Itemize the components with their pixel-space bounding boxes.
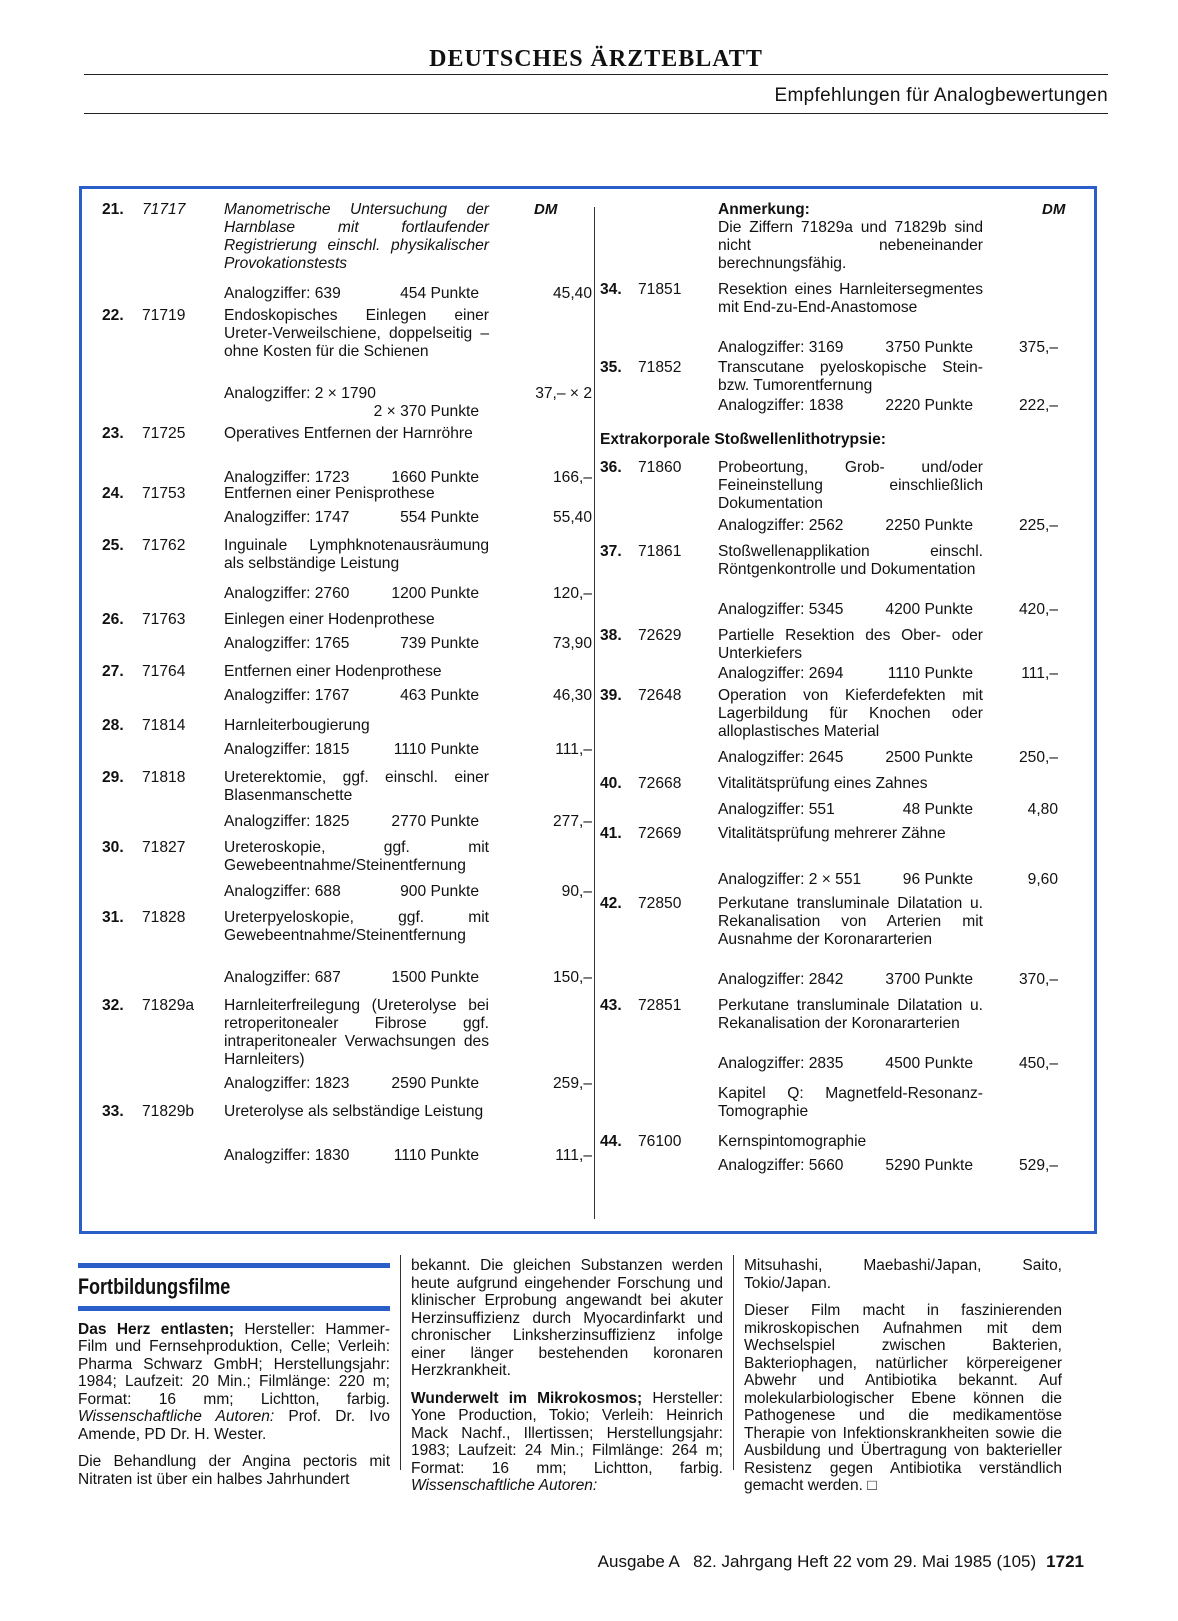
analog-line — [224, 883, 479, 901]
page-footer — [598, 1552, 1084, 1572]
entry-code: 72629 — [638, 627, 682, 644]
points: 2770 Punkte — [391, 813, 479, 830]
points: 48 Punkte — [902, 801, 973, 818]
points: 3750 Punkte — [885, 339, 973, 356]
entry-number: 23. — [102, 425, 124, 442]
points: 463 Punkte — [400, 687, 479, 704]
column-separator-2 — [733, 1255, 734, 1470]
entry-code: 71717 — [142, 201, 186, 218]
analog-number: Analogziffer: 1825 — [224, 813, 350, 830]
analog-line — [718, 1055, 973, 1073]
film1-paragraph — [78, 1321, 390, 1444]
entry-number: 38. — [600, 627, 622, 644]
film2-authors: Mitsuhashi, Maebashi/Japan, Saito, Tokio/Japan. — [744, 1257, 1062, 1292]
entry-description: Endoskopisches Einlegen einer Ureter-Verweilschiene, doppelseitig – ohne Kosten für die Schienen — [224, 307, 489, 360]
dm-column-header: DM — [534, 201, 558, 218]
entry-number: 22. — [102, 307, 124, 324]
dm-amount: 277,– — [552, 813, 592, 830]
entry-code: 71764 — [142, 663, 186, 680]
analog-line — [718, 971, 973, 989]
points: 739 Punkte — [400, 635, 479, 652]
dm-amount: 375,– — [1018, 339, 1058, 356]
points: 1110 Punkte — [393, 741, 479, 758]
analog-number: Analogziffer: 1767 — [224, 687, 350, 704]
films-section — [78, 1257, 1098, 1503]
dm-column-header-right: DM — [1042, 201, 1066, 218]
points: 3700 Punkte — [885, 971, 973, 988]
entry-code: 72851 — [638, 997, 682, 1014]
films-column-1 — [78, 1263, 390, 1498]
blue-rule-bottom — [78, 1306, 390, 1311]
film2-title: Wunderwelt im Mikrokosmos; — [411, 1389, 643, 1407]
entry-number: 37. — [600, 543, 622, 560]
film2-paragraph — [411, 1390, 723, 1495]
masthead — [84, 44, 1108, 114]
note-title: Anmerkung: — [718, 201, 810, 218]
entry-code: 71852 — [638, 359, 682, 376]
entry-code: 71827 — [142, 839, 186, 856]
dm-amount: 55,40 — [552, 509, 592, 526]
points: 2250 Punkte — [885, 517, 973, 534]
analog-number: Analogziffer: 2835 — [718, 1055, 844, 1072]
note-text: Die Ziffern 71829a und 71829b sind nicht nebeneinander berechnungsfähig. — [718, 219, 983, 272]
entry-number: 28. — [102, 717, 124, 734]
entry-description: Perkutane transluminale Dilatation u. Rekanalisation von Arterien mit Ausnahme der Koronararterien — [718, 895, 983, 948]
analog-number: Analogziffer: 2842 — [718, 971, 844, 988]
entry-code: 72668 — [638, 775, 682, 792]
entry-description: Harnleiterfreilegung (Ureterolyse bei retroperitonealer Fibrose ggf. intraperitonealer Verwachsungen des Harnleiters) — [224, 997, 489, 1068]
entry-number: 24. — [102, 485, 124, 502]
points: 454 Punkte — [400, 285, 479, 302]
points: 1500 Punkte — [391, 969, 479, 986]
dm-amount: 529,– — [1018, 1157, 1058, 1174]
analog-line — [718, 749, 973, 767]
points: 2500 Punkte — [885, 749, 973, 766]
analog-line — [718, 801, 973, 819]
film2-meta: Hersteller: Yone Production, Tokio; Verleih: Heinrich Mack Nachf., Illertissen; Herstellungsjahr: 1983; Laufzeit: 24 Min.; Filmlänge: 264 m; Format: 16 mm; Lichtton, farbig. — [411, 1389, 723, 1477]
entry-description: Kernspintomographie — [718, 1133, 867, 1150]
dm-amount: 4,80 — [1027, 801, 1058, 818]
analog-line — [224, 509, 479, 527]
entry-code: 71828 — [142, 909, 186, 926]
page-number: 1721 — [1046, 1552, 1084, 1571]
film1-authors: Prof. Dr. Ivo Amende, PD Dr. H. Wester. — [78, 1408, 390, 1443]
analog-line — [224, 1075, 479, 1093]
entry-description: Einlegen einer Hodenprothese — [224, 611, 435, 628]
entry-description: Probeortung, Grob- und/oder Feineinstellung einschließlich Dokumentation — [718, 459, 983, 512]
subheading-eswl: Extrakorporale Stoßwellenlithotrypsie: — [600, 431, 886, 448]
analog-line — [718, 1157, 973, 1175]
entry-number: 42. — [600, 895, 622, 912]
entry-number: 30. — [102, 839, 124, 856]
entry-number: 36. — [600, 459, 622, 476]
analog-line — [224, 741, 479, 759]
analog-number: Analogziffer: 688 — [224, 883, 341, 900]
analog-line — [224, 585, 479, 603]
entry-number: 26. — [102, 611, 124, 628]
dm-amount: 90,– — [561, 883, 592, 900]
points: 1200 Punkte — [391, 585, 479, 602]
analog-number: Analogziffer: 1747 — [224, 509, 350, 526]
analog-line — [224, 813, 479, 831]
dm-amount: 45,40 — [552, 285, 592, 302]
kapitel-q-heading: Kapitel Q: Magnetfeld-Resonanz-Tomographie — [718, 1085, 983, 1120]
entry-code: 72669 — [638, 825, 682, 842]
entry-number: 29. — [102, 769, 124, 786]
entry-number: 40. — [600, 775, 622, 792]
entry-code: 71763 — [142, 611, 186, 628]
dm-amount: 259,– — [552, 1075, 592, 1092]
analog-number: Analogziffer: 5660 — [718, 1157, 844, 1174]
entry-description: Partielle Resektion des Ober- oder Unterkiefers — [718, 627, 983, 662]
points: 2590 Punkte — [391, 1075, 479, 1092]
entry-description: Vitalitätsprüfung mehrerer Zähne — [718, 825, 946, 842]
entry-description: Perkutane transluminale Dilatation u. Rekanalisation der Koronararterien — [718, 997, 983, 1032]
analog-number: Analogziffer: 2645 — [718, 749, 844, 766]
points: 4200 Punkte — [885, 601, 973, 618]
column-separator-1 — [400, 1255, 401, 1470]
entry-description: Inguinale Lymphknotenausräumung als selbständige Leistung — [224, 537, 489, 572]
entry-number: 44. — [600, 1133, 622, 1150]
entry-description: Transcutane pyeloskopische Stein- bzw. Tumorentfernung — [718, 359, 983, 394]
entry-code: 71762 — [142, 537, 186, 554]
column-divider — [594, 207, 595, 1219]
points: 96 Punkte — [902, 871, 973, 888]
entry-number: 27. — [102, 663, 124, 680]
dm-amount: 120,– — [552, 585, 592, 602]
entry-number: 43. — [600, 997, 622, 1014]
analog-number: Analogziffer: 639 — [224, 285, 341, 302]
entry-description: Manometrische Untersuchung der Harnblase mit fortlaufender Registrierung einschl. physikalischer Provokationstests — [224, 201, 489, 272]
issue-info: Ausgabe A 82. Jahrgang Heft 22 vom 29. Mai 1985 (105) — [597, 1552, 1037, 1571]
films-title: Fortbildungsfilme — [78, 1274, 231, 1299]
points: 554 Punkte — [400, 509, 479, 526]
analog-number: Analogziffer: 551 — [718, 801, 835, 818]
entry-number: 34. — [600, 281, 622, 298]
analog-number: Analogziffer: 1823 — [224, 1075, 350, 1092]
entry-code: 72648 — [638, 687, 682, 704]
entry-code: 71753 — [142, 485, 186, 502]
entry-description: Ureteroskopie, ggf. mit Gewebeentnahme/Steinentfernung — [224, 839, 489, 874]
film1-authors-label: Wissenschaftliche Autoren: — [78, 1408, 275, 1425]
films-column-2 — [411, 1257, 723, 1505]
section-title: Empfehlungen für Analogbewertungen — [774, 85, 1108, 106]
analog-number: Analogziffer: 2562 — [718, 517, 844, 534]
film1-meta: Hersteller: Hammer-Film und Fernsehproduktion, Celle; Verleih: Pharma Schwarz GmbH; Herstellungsjahr: 1984; Laufzeit: 20 Min.; Filmlänge: 220 m; Format: 16 mm; Lichtton, farbig. — [78, 1320, 390, 1408]
dm-amount: 46,30 — [552, 687, 592, 704]
entry-number: 35. — [600, 359, 622, 376]
entry-number: 32. — [102, 997, 124, 1014]
section-rule — [84, 113, 1108, 114]
entry-code: 71814 — [142, 717, 186, 734]
dm-amount: 37,– × 2 — [535, 385, 592, 402]
dm-amount: 420,– — [1018, 601, 1058, 618]
blue-rule-top — [78, 1263, 390, 1268]
entry-code: 71861 — [638, 543, 682, 560]
analog-number: Analogziffer: 2694 — [718, 665, 844, 682]
analog-line — [224, 969, 479, 987]
dm-amount: 73,90 — [552, 635, 592, 652]
analog-line — [224, 1147, 479, 1165]
entry-code: 71860 — [638, 459, 682, 476]
analog-line — [718, 397, 973, 415]
dm-amount: 250,– — [1018, 749, 1058, 766]
analog-number: Analogziffer: 687 — [224, 969, 341, 986]
analog-number: Analogziffer: 2 × 1790 — [224, 385, 376, 402]
entry-description: Resektion eines Harnleitersegmentes mit End-zu-End-Anastomose — [718, 281, 983, 316]
points: 900 Punkte — [400, 883, 479, 900]
dm-amount: 166,– — [552, 469, 592, 486]
entry-description: Ureterektomie, ggf. einschl. einer Blasenmanschette — [224, 769, 489, 804]
analog-number: Analogziffer: 1765 — [224, 635, 350, 652]
points: 1110 Punkte — [393, 1147, 479, 1164]
points: 1660 Punkte — [391, 469, 479, 486]
analog-line — [718, 601, 973, 619]
entry-code: 72850 — [638, 895, 682, 912]
analog-line — [224, 635, 479, 653]
dm-amount: 225,– — [1018, 517, 1058, 534]
analog-number: Analogziffer: 5345 — [718, 601, 844, 618]
entry-code: 71851 — [638, 281, 682, 298]
entry-number: 25. — [102, 537, 124, 554]
dm-amount: 111,– — [555, 1147, 592, 1164]
points: 5290 Punkte — [885, 1157, 973, 1174]
analog-line — [224, 385, 479, 421]
film2-authors-label: Wissenschaftliche Autoren: — [411, 1477, 598, 1494]
entry-code: 71719 — [142, 307, 186, 324]
entry-description: Ureterolyse als selbständige Leistung — [224, 1103, 484, 1120]
tariff-table-box — [79, 186, 1097, 1234]
dm-amount: 150,– — [552, 969, 592, 986]
entry-number: 21. — [102, 201, 124, 218]
entry-description: Ureterpyeloskopie, ggf. mit Gewebeentnahme/Steinentfernung — [224, 909, 489, 944]
film1-title: Das Herz entlasten; — [78, 1320, 235, 1338]
analog-number: Analogziffer: 1830 — [224, 1147, 350, 1164]
film1-text-start: Die Behandlung der Angina pectoris mit Nitraten ist über ein halbes Jahrhundert — [78, 1453, 390, 1488]
entry-description: Entfernen einer Hodenprothese — [224, 663, 442, 680]
entry-number: 31. — [102, 909, 124, 926]
entry-description: Entfernen einer Penisprothese — [224, 485, 435, 502]
analog-number: Analogziffer: 1838 — [718, 397, 844, 414]
analog-line — [718, 339, 973, 357]
dm-amount: 370,– — [1018, 971, 1058, 988]
films-column-3 — [744, 1257, 1062, 1505]
analog-line — [224, 285, 479, 303]
entry-description: Harnleiterbougierung — [224, 717, 370, 734]
entry-code: 71818 — [142, 769, 186, 786]
entry-code: 71725 — [142, 425, 186, 442]
analog-number: Analogziffer: 2760 — [224, 585, 350, 602]
analog-line — [718, 871, 973, 889]
dm-amount: 450,– — [1018, 1055, 1058, 1072]
points: 2 × 370 Punkte — [373, 403, 479, 420]
entry-code: 71829b — [142, 1103, 195, 1120]
analog-number: Analogziffer: 3169 — [718, 339, 844, 356]
analog-line — [718, 665, 973, 683]
analog-number: Analogziffer: 1723 — [224, 469, 350, 486]
journal-title: DEUTSCHES ÄRZTEBLATT — [429, 46, 763, 72]
entry-description: Operatives Entfernen der Harnröhre — [224, 425, 473, 442]
analog-number: Analogziffer: 2 × 551 — [718, 871, 862, 888]
entry-number: 33. — [102, 1103, 124, 1120]
dm-amount: 111,– — [555, 741, 592, 758]
entry-code: 76100 — [638, 1133, 682, 1150]
dm-amount: 9,60 — [1027, 871, 1058, 888]
points: 4500 Punkte — [885, 1055, 973, 1072]
entry-number: 41. — [600, 825, 622, 842]
analog-line — [718, 517, 973, 535]
entry-description: Stoßwellenapplikation einschl. Röntgenkontrolle und Dokumentation — [718, 543, 983, 578]
points: 1110 Punkte — [887, 665, 973, 682]
analog-line — [224, 687, 479, 705]
entry-description: Operation von Kieferdefekten mit Lagerbildung für Knochen oder alloplastisches Material — [718, 687, 983, 740]
dm-amount: 222,– — [1018, 397, 1058, 414]
film1-text-cont: bekannt. Die gleichen Substanzen werden heute aufgrund eingehender Forschung und klinischer Erprobung angewandt bei akuter Herzinsuffizienz durch Myocardinfarkt und chronischer Linksherzinsuffizienz infolge einer länger bestehenden koronaren Herzkrankheit. — [411, 1257, 723, 1379]
points: 2220 Punkte — [885, 397, 973, 414]
entry-number: 39. — [600, 687, 622, 704]
film2-text: Dieser Film macht in faszinierenden mikroskopischen Aufnahmen mit dem Wechselspiel zwischen Bakterien, Bakteriophagen, natürlicher körpereigener Abwehr und Antibiotika bekannt. Auf molekularbiologischer Ebene können die Pathogenese und die medikamentöse Therapie von Infektionskrankheiten sowie die Ausbildung und Übertragung von bakterieller Resistenz gegen Antibiotika verständlich gemacht werden. □ — [744, 1302, 1062, 1494]
analog-number: Analogziffer: 1815 — [224, 741, 350, 758]
entry-code: 71829a — [142, 997, 195, 1014]
entry-description: Vitalitätsprüfung eines Zahnes — [718, 775, 928, 792]
dm-amount: 111,– — [1021, 665, 1058, 682]
